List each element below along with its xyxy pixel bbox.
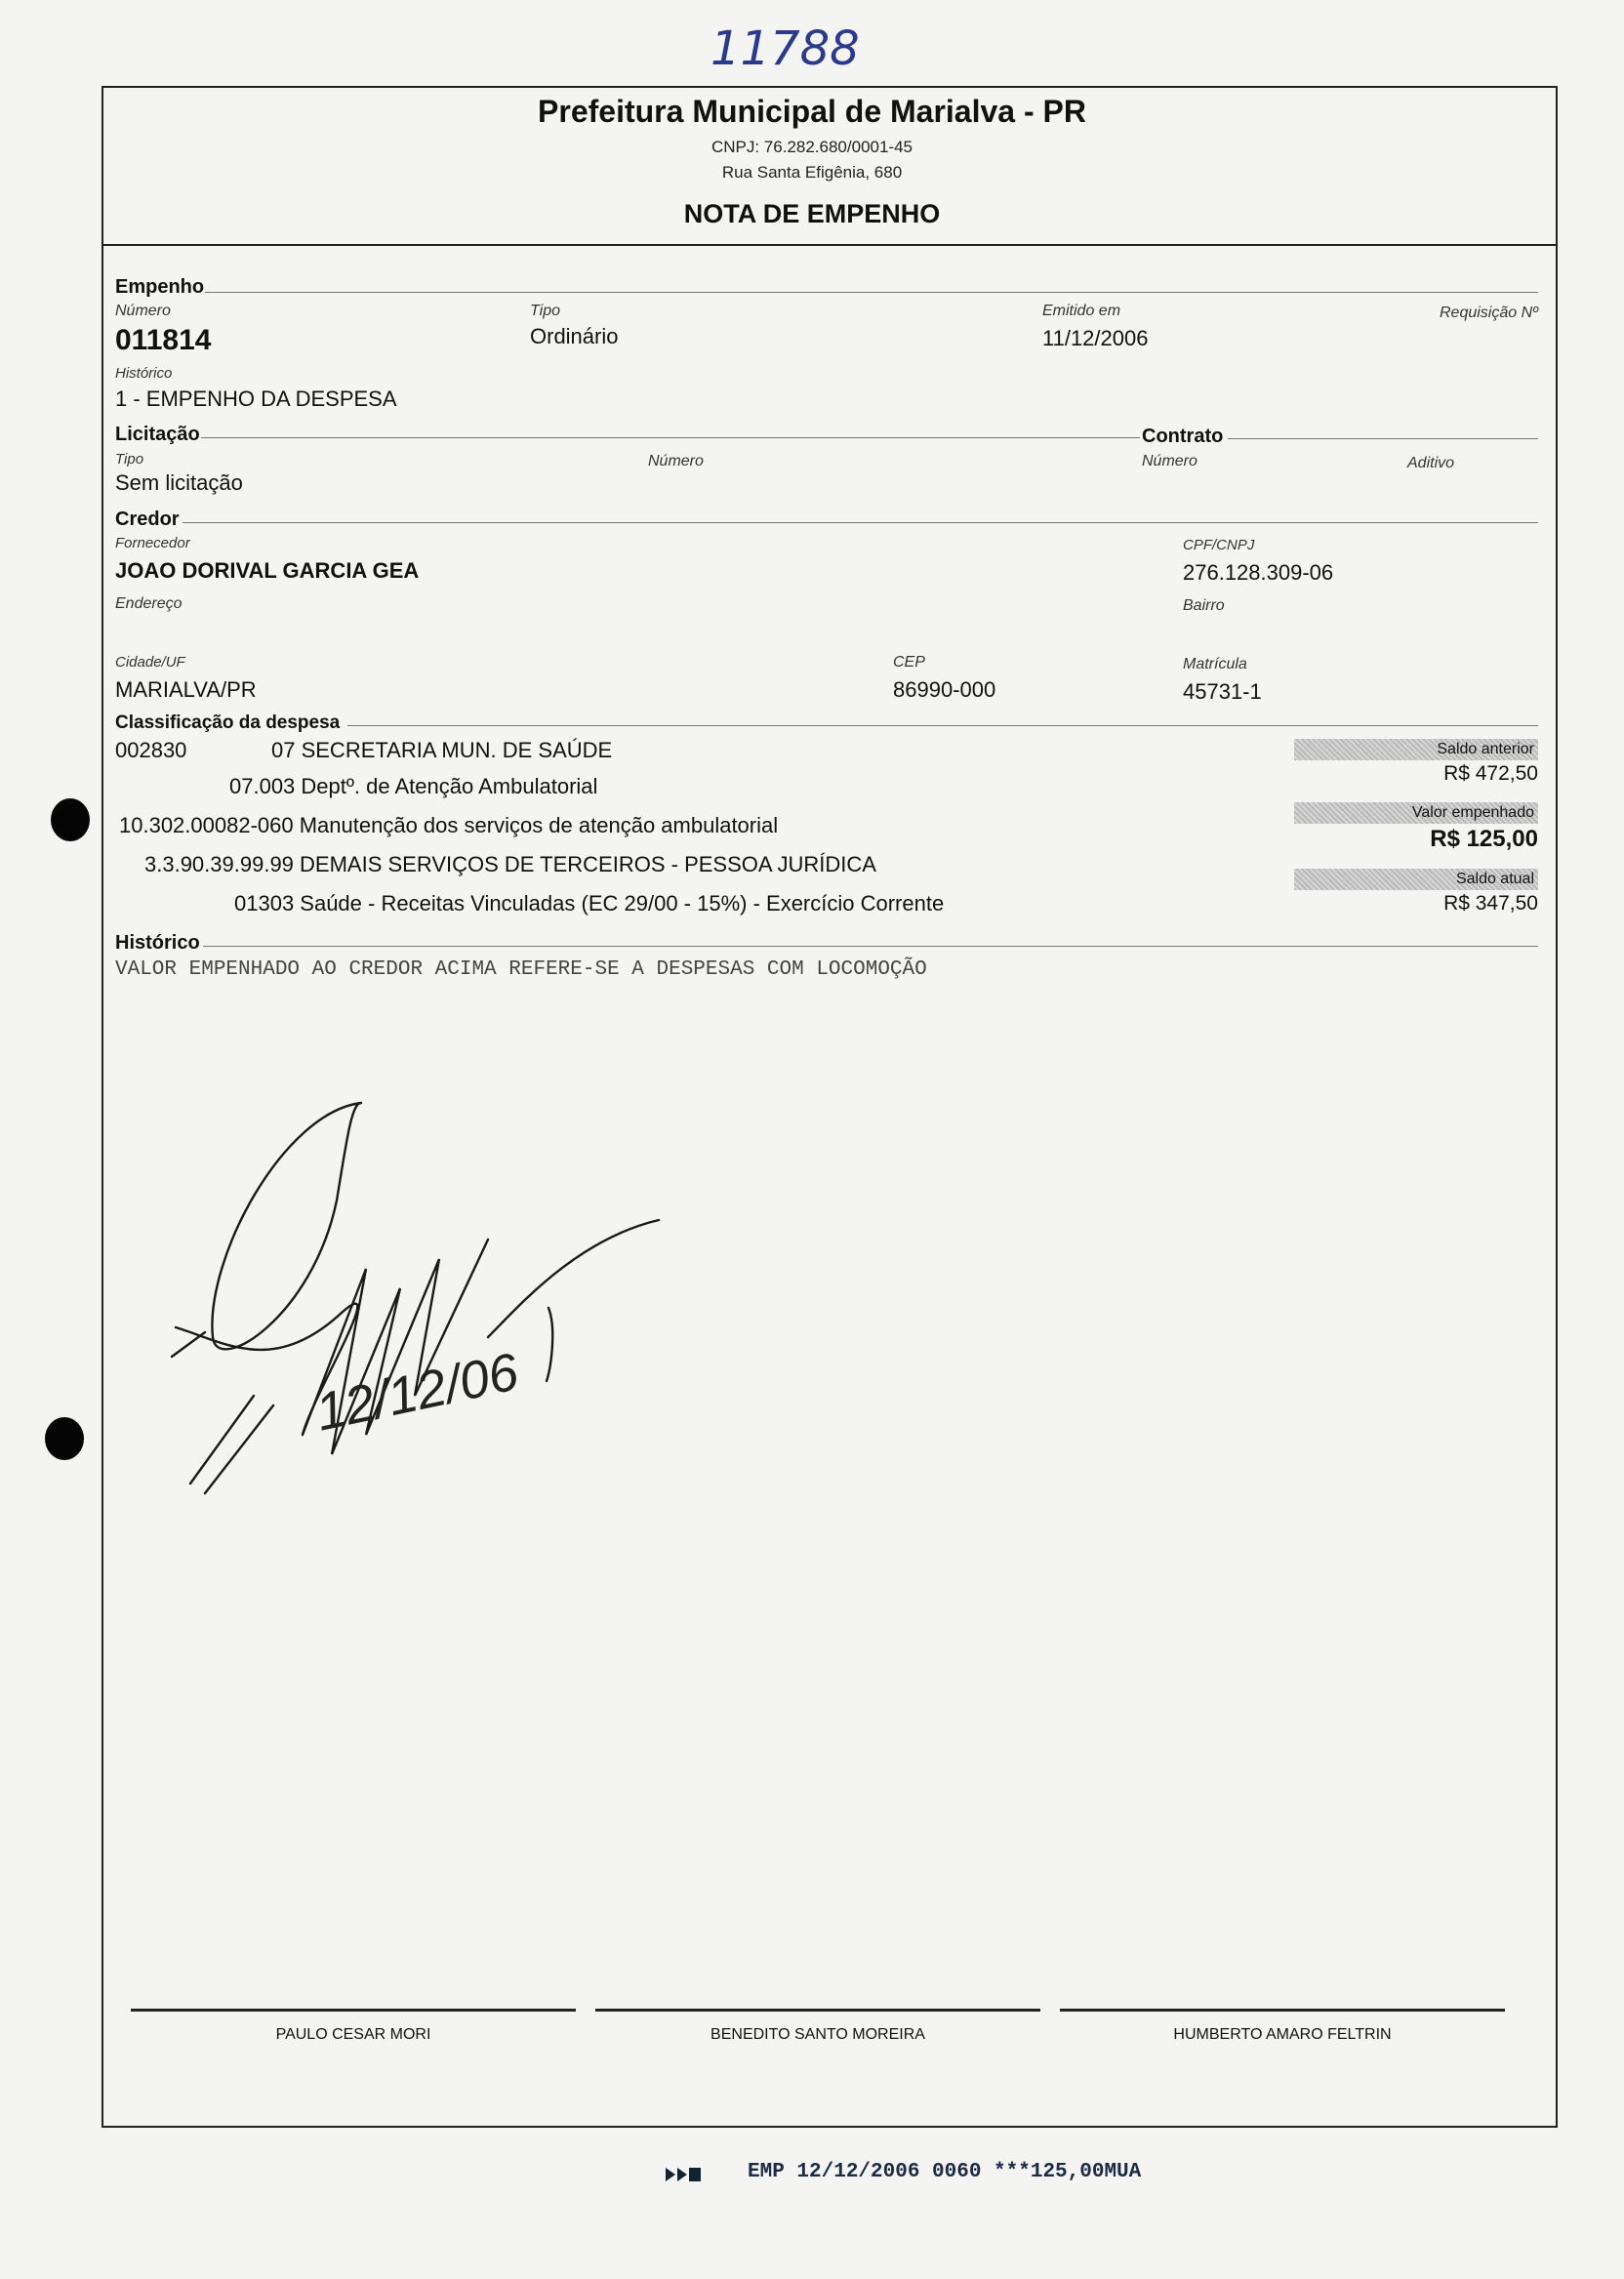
endereco-label: Endereço xyxy=(115,595,183,612)
empenho-tipo-label: Tipo xyxy=(530,303,560,319)
section-historico: Histórico xyxy=(115,932,200,954)
stamp-logo-icon xyxy=(664,2164,703,2185)
signature-line xyxy=(131,2009,576,2012)
cidade-label: Cidade/UF xyxy=(115,654,185,671)
contrato-numero-label: Número xyxy=(1142,453,1198,469)
signature-line xyxy=(595,2009,1040,2012)
punch-hole xyxy=(51,798,90,841)
licitacao-tipo: Sem licitação xyxy=(115,470,243,495)
emitido-date: 11/12/2006 xyxy=(1042,326,1149,350)
empenho-numero: 011814 xyxy=(115,324,212,356)
cidade-value: MARIALVA/PR xyxy=(115,677,257,702)
classificacao-secretaria: 07 SECRETARIA MUN. DE SAÚDE xyxy=(271,738,613,762)
cep-label: CEP xyxy=(893,654,925,671)
cpf-label: CPF/CNPJ xyxy=(1183,537,1255,553)
section-credor: Credor xyxy=(115,509,180,530)
address: Rua Santa Efigênia, 680 xyxy=(721,163,903,182)
historico-text: VALOR EMPENHADO AO CREDOR ACIMA REFERE-SE A DESPESAS COM LOCOMOÇÃO xyxy=(115,958,927,981)
cnpj: CNPJ: 76.282.680/0001-45 xyxy=(710,138,914,156)
empenho-tipo: Ordinário xyxy=(530,324,619,348)
bairro-label: Bairro xyxy=(1183,597,1225,614)
valor-empenhado-value: R$ 125,00 xyxy=(1430,826,1538,852)
footer-stamp: EMP 12/12/2006 0060 ***125,00MUA xyxy=(748,2161,1142,2183)
valor-empenhado-label: Valor empenhado xyxy=(1294,802,1538,824)
licitacao-tipo-label: Tipo xyxy=(115,451,144,468)
matricula-label: Matrícula xyxy=(1183,656,1247,672)
signatory-name: PAULO CESAR MORI xyxy=(275,2026,431,2043)
classificacao-programa: 10.302.00082-060 Manutenção dos serviços de atenção ambulatorial xyxy=(119,813,779,837)
empenho-historico-label: Histórico xyxy=(115,365,173,382)
saldo-atual-label: Saldo atual xyxy=(1294,869,1538,890)
fornecedor-name: JOAO DORIVAL GARCIA GEA xyxy=(115,558,420,583)
licitacao-numero-label: Número xyxy=(648,453,704,469)
cpf-value: 276.128.309-06 xyxy=(1183,560,1334,585)
classificacao-departamento: 07.003 Deptº. de Atenção Ambulatorial xyxy=(229,774,598,798)
header-divider xyxy=(102,244,1556,246)
aditivo-label: Aditivo xyxy=(1407,455,1455,471)
signatory-name: HUMBERTO AMARO FELTRIN xyxy=(1173,2026,1392,2043)
classificacao-code: 002830 xyxy=(115,738,187,762)
punch-hole xyxy=(45,1417,84,1460)
handwritten-signature xyxy=(166,1083,673,1513)
org-title: Prefeitura Municipal de Marialva - PR xyxy=(538,94,1086,129)
section-licitacao: Licitação xyxy=(115,424,200,445)
signatory-name: BENEDITO SANTO MOREIRA xyxy=(710,2026,925,2043)
classificacao-elemento: 3.3.90.39.99.99 DEMAIS SERVIÇOS DE TERCEIROS - PESSOA JURÍDICA xyxy=(144,852,876,876)
saldo-anterior-value: R$ 472,50 xyxy=(1443,762,1538,785)
classificacao-fonte: 01303 Saúde - Receitas Vinculadas (EC 29/00 - 15%) - Exercício Corrente xyxy=(234,891,945,916)
section-empenho: Empenho xyxy=(115,276,205,298)
section-classificacao: Classificação da despesa xyxy=(115,712,341,733)
matricula-value: 45731-1 xyxy=(1183,679,1262,704)
saldo-anterior-label: Saldo anterior xyxy=(1294,739,1538,760)
section-contrato: Contrato xyxy=(1142,426,1224,447)
handwritten-date: 12/12/06 xyxy=(310,1342,524,1443)
requisicao-label: Requisição Nº xyxy=(1440,305,1538,321)
empenho-historico: 1 - EMPENHO DA DESPESA xyxy=(115,387,397,411)
handwritten-number: 11788 xyxy=(710,21,860,76)
saldo-atual-value: R$ 347,50 xyxy=(1443,892,1538,915)
doc-title: NOTA DE EMPENHO xyxy=(683,199,941,228)
cep-value: 86990-000 xyxy=(893,677,996,702)
empenho-numero-label: Número xyxy=(115,303,171,319)
signature-line xyxy=(1060,2009,1505,2012)
fornecedor-label: Fornecedor xyxy=(115,535,190,551)
emitido-label: Emitido em xyxy=(1042,303,1121,319)
